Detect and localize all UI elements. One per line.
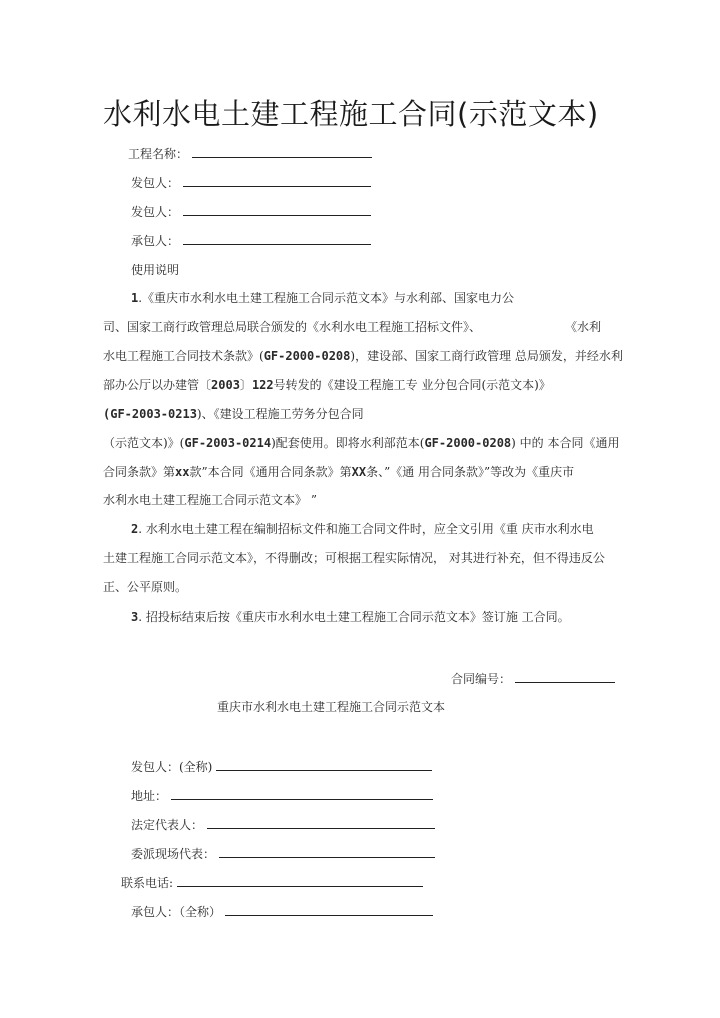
blank-line[interactable] xyxy=(219,856,435,858)
blank-line[interactable] xyxy=(177,885,423,887)
instruction-1-line-2: 司、国家工商行政管理总局联合颁发的《水利水电工程施工招标文件》、 xyxy=(103,320,482,334)
instruction-1-line-5: (GF-2003-0213)、《建设工程施工劳务分包合同 xyxy=(103,407,364,421)
field-employer-2 xyxy=(131,203,371,220)
field-project-name xyxy=(128,145,372,162)
blank-line[interactable] xyxy=(515,681,615,683)
instruction-1-line-3: 水电工程施工合同技术条款》(GF-2000-0208)，建设部、国家工商行政管理 总局颁发，并经水利 xyxy=(103,349,623,363)
blank-line[interactable] xyxy=(183,185,371,187)
document-subtitle: 重庆市水利水电土建工程施工合同示范文本 xyxy=(217,700,446,714)
field-employer-1 xyxy=(131,174,371,191)
contract-number-field xyxy=(451,670,615,687)
usage-heading: 使用说明 xyxy=(131,263,180,277)
field-label: 工程名称： xyxy=(128,147,189,161)
field-phone xyxy=(121,874,423,891)
blank-line[interactable] xyxy=(225,914,433,916)
field-label: 发包人： xyxy=(131,205,180,219)
field-legal-representative xyxy=(131,816,435,833)
field-label: 承包人：（全称） xyxy=(131,905,222,919)
field-label: 法定代表人： xyxy=(131,818,204,832)
instruction-1-line-7: 合同条款》第xx款”本合同《通用合同条款》第XX条、”《通 用合同条款》”等改为《重庆市 xyxy=(103,465,575,479)
instruction-1-line-6: （示范文本)》(GF-2003-0214)配套使用。即将水利部范本(GF-2000-0208) 中的 本合同《通用 xyxy=(103,436,620,450)
blank-line[interactable] xyxy=(192,156,372,158)
field-label: 联系电话: xyxy=(121,876,174,890)
instruction-1-line-2-end: 《水利 xyxy=(565,320,602,334)
field-label: 发包人：(全称) xyxy=(131,760,213,774)
field-address xyxy=(131,787,433,804)
blank-line[interactable] xyxy=(183,214,371,216)
instruction-2-line-2: 土建工程施工合同示范文本》，不得删改；可根据工程实际情况， 对其进行补充，但不得违反公 xyxy=(103,551,605,565)
instruction-1-line-1: 1.《重庆市水利水电土建工程施工合同示范文本》与水利部、国家电力公 xyxy=(131,291,515,305)
field-contractor xyxy=(131,232,371,249)
blank-line[interactable] xyxy=(171,798,433,800)
instruction-1-line-4: 部办公厅以办建管〔2003〕122号转发的《建设工程施工专 业分包合同(示范文本)》 xyxy=(103,378,551,392)
document-title: 水利水电土建工程施工合同(示范文本) xyxy=(103,97,599,131)
field-site-representative xyxy=(131,845,435,862)
field-label: 合同编号： xyxy=(451,672,512,686)
blank-line[interactable] xyxy=(183,243,371,245)
field-employer-fullname xyxy=(131,758,432,775)
instruction-2-line-3: 正、公平原则。 xyxy=(103,580,188,594)
field-label: 承包人： xyxy=(131,234,180,248)
field-contractor-fullname xyxy=(131,903,433,920)
field-label: 委派现场代表： xyxy=(131,847,216,861)
blank-line[interactable] xyxy=(207,827,435,829)
blank-line[interactable] xyxy=(216,769,432,771)
field-label: 地址： xyxy=(131,789,168,803)
field-label: 发包人： xyxy=(131,176,180,190)
instruction-1-line-8: 水利水电土建工程施工合同示范文本》 ” xyxy=(103,493,317,507)
instruction-3-line-1: 3. 招投标结束后按《重庆市水利水电土建工程施工合同示范文本》签订施 工合同。 xyxy=(131,610,570,624)
instruction-2-line-1: 2. 水利水电土建工程在编制招标文件和施工合同文件时，应全文引用《重 庆市水利水电 xyxy=(131,522,594,536)
